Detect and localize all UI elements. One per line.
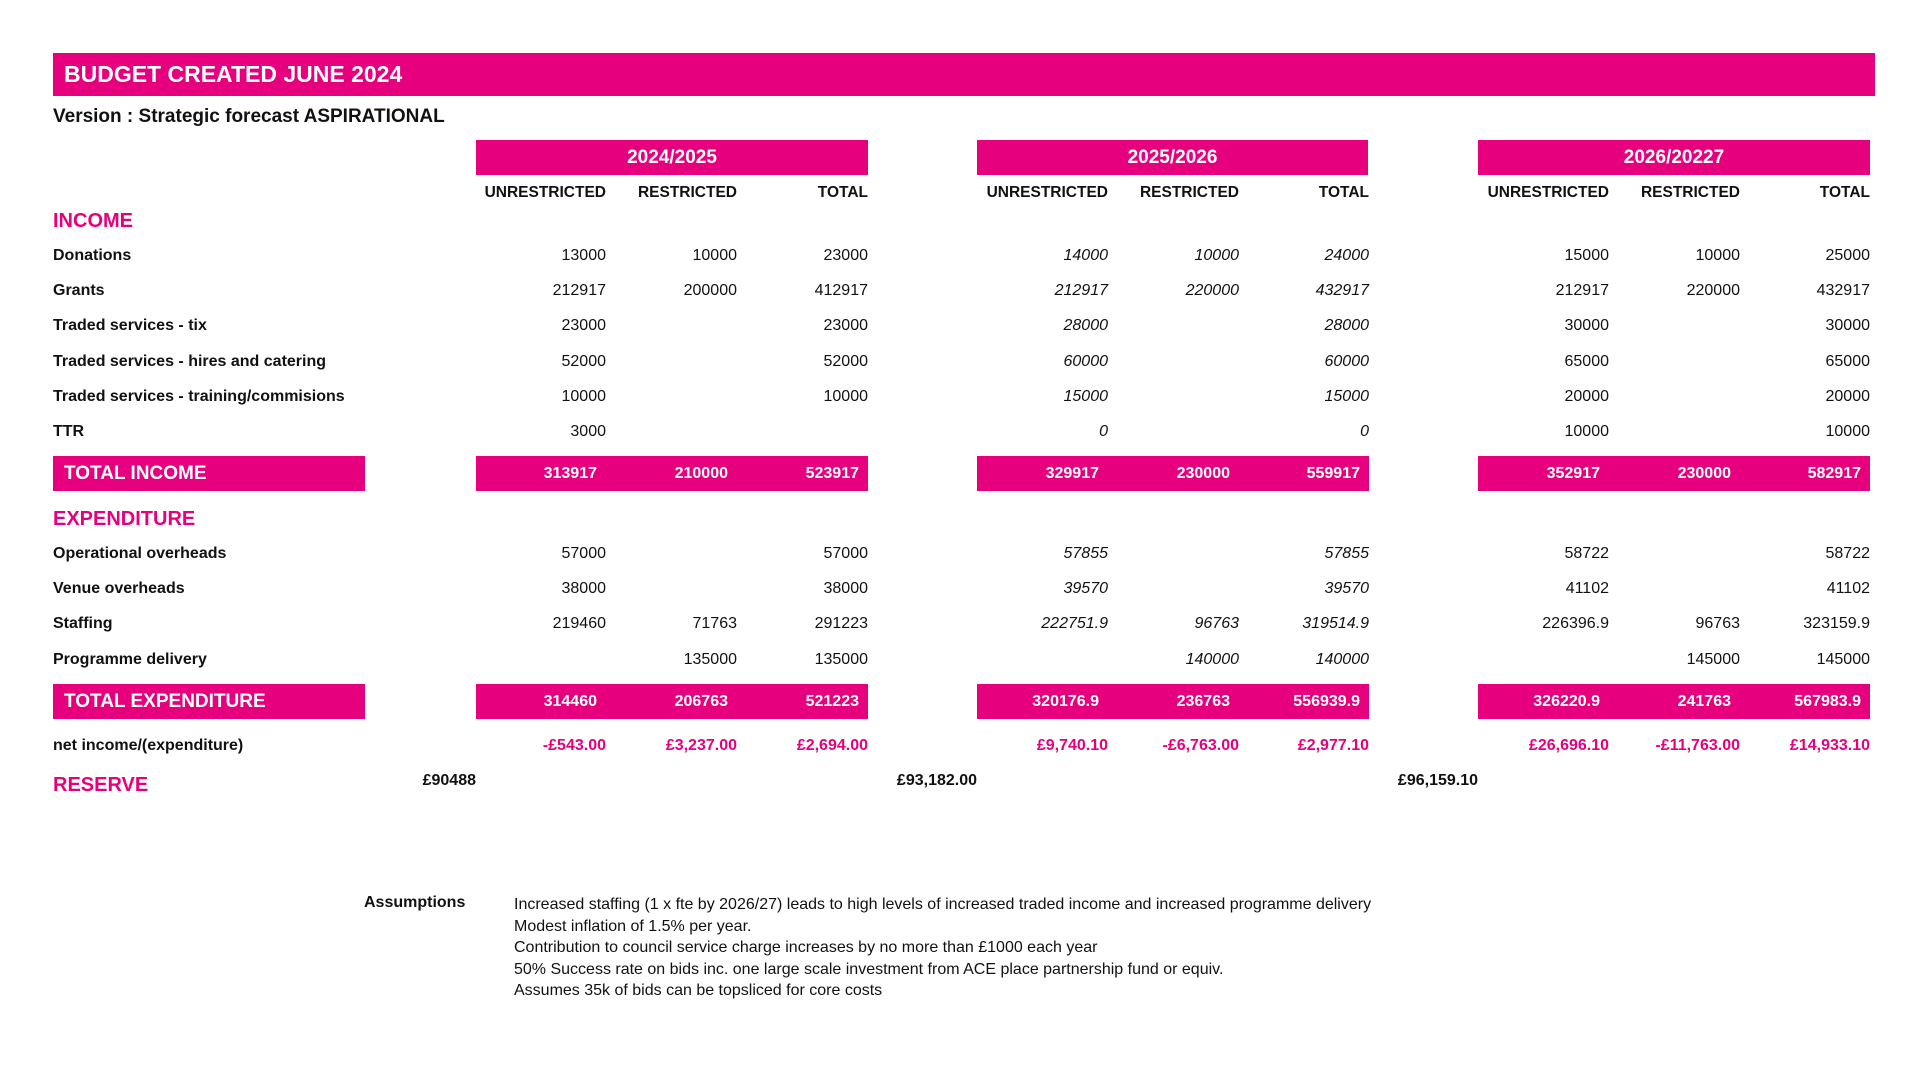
- version-label: Version : Strategic forecast ASPIRATIONAL: [53, 106, 445, 127]
- total-value: 206763: [674, 693, 728, 710]
- total-value: 523917: [805, 465, 859, 482]
- cell-value: 24000: [1324, 247, 1369, 264]
- reserve-value: £93,182.00: [896, 772, 977, 789]
- cell-value: 38000: [561, 580, 606, 598]
- cell-value: 226396.9: [1542, 615, 1609, 633]
- cell-value: 140000: [1185, 650, 1239, 668]
- cell-value: 39570: [1324, 580, 1369, 598]
- row-label: Traded services - training/commisions: [53, 387, 345, 405]
- assumptions-label: Assumptions: [364, 894, 466, 911]
- row-label: Venue overheads: [53, 580, 185, 598]
- row-label: Donations: [53, 247, 132, 264]
- year-header-3: 2026/20227: [1478, 140, 1870, 175]
- column-header: RESTRICTED: [1139, 184, 1239, 201]
- assumption-line: 50% Success rate on bids inc. one large scale investment from ACE place partnership fund or equiv.: [514, 960, 1224, 978]
- cell-value: 41102: [1565, 580, 1609, 598]
- cell-value: 0: [1099, 423, 1108, 440]
- column-header: UNRESTRICTED: [986, 184, 1108, 201]
- net-value: £9,740.10: [1036, 737, 1108, 754]
- cell-value: 14000: [1063, 247, 1108, 264]
- column-header: RESTRICTED: [1640, 184, 1740, 201]
- total-value: 320176.9: [1032, 693, 1099, 710]
- cell-value: 212917: [1555, 282, 1609, 300]
- total-value: 521223: [805, 693, 859, 710]
- row-label: Grants: [53, 282, 105, 300]
- column-header: UNRESTRICTED: [484, 184, 606, 201]
- cell-value: 58722: [1564, 545, 1609, 562]
- column-header: TOTAL: [1318, 184, 1369, 201]
- assumption-line: Modest inflation of 1.5% per year.: [514, 917, 752, 935]
- cell-value: 23000: [823, 317, 868, 335]
- total-value: 313917: [543, 465, 597, 482]
- cell-value: 10000: [1194, 247, 1239, 264]
- cell-value: 432917: [1816, 282, 1870, 300]
- cell-value: 57855: [1063, 545, 1108, 562]
- cell-value: 10000: [1695, 247, 1740, 264]
- cell-value: 96763: [1695, 615, 1740, 633]
- total-value: 236763: [1176, 693, 1230, 710]
- row-label: TTR: [53, 423, 85, 440]
- cell-value: 432917: [1315, 282, 1369, 300]
- column-header: TOTAL: [817, 184, 868, 201]
- cell-value: 10000: [823, 387, 868, 405]
- assumption-line: Contribution to council service charge increases by no more than £1000 each year: [514, 939, 1098, 956]
- net-value: -£6,763.00: [1162, 737, 1239, 754]
- cell-value: 65000: [1564, 352, 1609, 370]
- year-header-2: 2025/2026: [977, 140, 1368, 175]
- cell-value: 220000: [1686, 282, 1740, 300]
- cell-value: 10000: [692, 247, 737, 264]
- cell-value: 28000: [1324, 317, 1369, 335]
- assumption-line: Increased staffing (1 x fte by 2026/27) leads to high levels of increased traded income and increased programme delivery: [514, 896, 1372, 913]
- cell-value: 57855: [1324, 545, 1369, 562]
- total-expenditure-label: TOTAL EXPENDITURE: [53, 684, 365, 719]
- cell-value: 28000: [1063, 317, 1108, 335]
- assumptions-list: [514, 894, 1371, 1002]
- total-value: 559917: [1306, 465, 1360, 482]
- net-value: £3,237.00: [665, 737, 737, 754]
- column-header: RESTRICTED: [637, 184, 737, 201]
- cell-value: 219460: [552, 615, 606, 633]
- cell-value: 20000: [1564, 387, 1609, 405]
- cell-value: 145000: [1816, 650, 1870, 668]
- cell-value: 135000: [814, 650, 868, 668]
- cell-value: 41102: [1826, 580, 1870, 598]
- cell-value: 323159.9: [1803, 615, 1870, 633]
- total-value: 241763: [1677, 693, 1731, 710]
- cell-value: 10000: [1825, 423, 1870, 440]
- cell-value: 52000: [823, 352, 868, 370]
- row-label: Traded services - hires and catering: [53, 352, 327, 370]
- cell-value: 15000: [1564, 247, 1609, 264]
- cell-value: 291223: [814, 615, 868, 633]
- row-label: Operational overheads: [53, 545, 227, 562]
- cell-value: 212917: [1054, 282, 1108, 300]
- cell-value: 25000: [1825, 247, 1870, 264]
- net-value: £14,933.10: [1789, 737, 1870, 754]
- cell-value: 52000: [561, 352, 606, 370]
- cell-value: 15000: [1324, 387, 1369, 405]
- reserve-value: £96,159.10: [1397, 772, 1478, 789]
- cell-value: 140000: [1315, 650, 1369, 668]
- cell-value: 220000: [1185, 282, 1239, 300]
- cell-value: 10000: [1564, 423, 1609, 440]
- cell-value: 3000: [570, 423, 606, 440]
- cell-value: 30000: [1825, 317, 1870, 335]
- cell-value: 135000: [683, 650, 737, 668]
- column-header: TOTAL: [1819, 184, 1870, 201]
- net-income-label: net income/(expenditure): [53, 737, 244, 754]
- total-value: 329917: [1045, 465, 1099, 482]
- cell-value: 13000: [561, 247, 606, 264]
- reserve-heading: RESERVE: [53, 774, 149, 796]
- income-heading: INCOME: [53, 210, 133, 232]
- cell-value: 212917: [552, 282, 606, 300]
- cell-value: 20000: [1825, 387, 1870, 405]
- cell-value: 39570: [1063, 580, 1108, 598]
- cell-value: 57000: [561, 545, 606, 562]
- cell-value: 15000: [1063, 387, 1108, 405]
- cell-value: 71763: [692, 615, 737, 633]
- cell-value: 319514.9: [1302, 615, 1369, 633]
- total-value: 230000: [1677, 465, 1731, 482]
- cell-value: 145000: [1686, 650, 1740, 668]
- cell-value: 96763: [1194, 615, 1239, 633]
- total-value: 582917: [1807, 465, 1861, 482]
- net-value: £26,696.10: [1528, 737, 1609, 754]
- year-header-1: 2024/2025: [476, 140, 868, 175]
- total-value: 567983.9: [1794, 693, 1861, 710]
- cell-value: 30000: [1564, 317, 1609, 335]
- cell-value: 0: [1360, 423, 1369, 440]
- net-value: £2,977.10: [1297, 737, 1369, 754]
- cell-value: 23000: [561, 317, 606, 335]
- cell-value: 65000: [1825, 352, 1870, 370]
- cell-value: 10000: [561, 387, 606, 405]
- cell-value: 60000: [1063, 352, 1108, 370]
- cell-value: 222751.9: [1041, 615, 1108, 633]
- total-value: 556939.9: [1293, 693, 1360, 710]
- expenditure-heading: EXPENDITURE: [53, 508, 196, 530]
- reserve-value: £90488: [422, 772, 476, 789]
- assumption-line: Assumes 35k of bids can be topsliced for core costs: [514, 982, 883, 999]
- cell-value: 412917: [814, 282, 868, 300]
- total-value: 230000: [1176, 465, 1230, 482]
- total-value: 352917: [1546, 465, 1600, 482]
- total-value: 314460: [543, 693, 597, 710]
- budget-title-bar: BUDGET CREATED JUNE 2024: [53, 53, 1875, 96]
- net-value: -£543.00: [542, 737, 606, 754]
- row-label: Traded services - tix: [53, 317, 207, 335]
- column-header: UNRESTRICTED: [1487, 184, 1609, 201]
- total-income-label: TOTAL INCOME: [53, 456, 365, 491]
- net-value: -£11,763.00: [1655, 737, 1740, 754]
- cell-value: 57000: [823, 545, 868, 562]
- net-value: £2,694.00: [796, 737, 868, 754]
- cell-value: 23000: [823, 247, 868, 264]
- row-label: Staffing: [53, 615, 113, 633]
- cell-value: 60000: [1324, 352, 1369, 370]
- total-value: 326220.9: [1533, 693, 1600, 710]
- cell-value: 58722: [1825, 545, 1870, 562]
- row-label: Programme delivery: [53, 650, 207, 668]
- total-value: 210000: [674, 465, 728, 482]
- cell-value: 200000: [683, 282, 737, 300]
- cell-value: 38000: [823, 580, 868, 598]
